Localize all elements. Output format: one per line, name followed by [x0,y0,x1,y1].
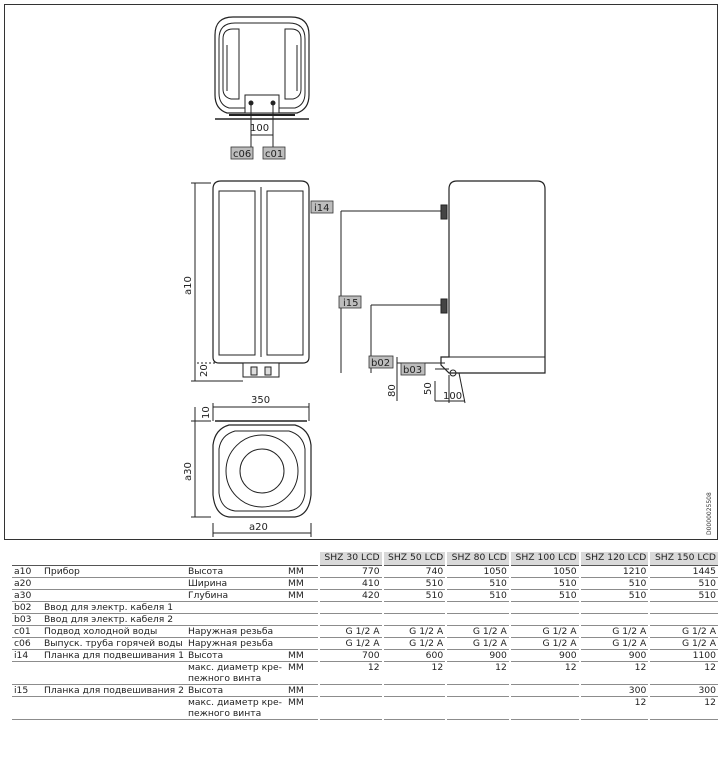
row-param-line1: макс. диаметр кре- [187,697,282,708]
row-value: 510 [649,590,718,602]
row-code [12,697,42,720]
row-unit [286,638,319,650]
row-value: G 1/2 A [383,626,447,638]
drawing-frame [4,4,718,540]
row-unit: MM [286,697,319,720]
row-unit: MM [286,566,319,578]
row-value: G 1/2 A [319,626,383,638]
model-header: SHZ 120 LCD [580,552,650,566]
table-row [12,650,718,662]
row-value: 1100 [649,650,718,662]
row-value: 900 [580,650,650,662]
row-value: 700 [319,650,383,662]
row-item: Планка для подвешивания 1 [44,650,184,661]
dim-100-side: 100 [443,391,463,402]
dim-a20: a20 [249,522,268,533]
model-header: SHZ 100 LCD [510,552,580,566]
dim-80: 80 [387,384,398,397]
row-item: Ввод для электр. кабеля 1 [42,602,186,614]
row-item [42,590,186,602]
row-value: G 1/2 A [319,638,383,650]
row-value: G 1/2 A [446,626,510,638]
table-row [12,602,718,614]
tag-c06 [231,147,253,160]
row-value [446,685,510,697]
row-unit: MM [286,578,319,590]
row-param-line2: пежного винта [187,673,262,684]
dim-50: 50 [423,382,434,395]
row-param [186,602,286,614]
table-row [12,662,718,685]
row-value [446,697,510,720]
row-value: 900 [446,650,510,662]
row-value [510,614,580,626]
row-unit [286,614,319,626]
row-value [319,697,383,720]
row-value: G 1/2 A [580,626,650,638]
row-value: 12 [319,662,383,685]
spec-table [12,552,718,720]
row-value: 600 [383,650,447,662]
row-value: 740 [383,566,447,578]
row-value: 12 [649,697,718,720]
dim-350: 350 [251,395,271,406]
row-unit [286,626,319,638]
dim-a10: a10 [183,276,194,295]
row-param: Глубина [186,590,286,602]
front-view [191,181,309,381]
row-value: 510 [580,590,650,602]
row-value [510,697,580,720]
tag-b02 [369,356,393,369]
row-value: G 1/2 A [446,638,510,650]
row-item: Планка для подвешивания 2 [44,685,184,696]
row-value: 300 [580,685,650,697]
row-value [649,614,718,626]
row-code: b03 [12,614,42,626]
row-value [446,602,510,614]
row-param [186,697,286,720]
row-item: Выпуск. труба горячей воды [42,638,186,650]
row-unit: MM [286,650,319,662]
model-header: SHZ 50 LCD [383,552,447,566]
row-value [510,602,580,614]
row-item [42,578,186,590]
side-view [341,181,545,403]
row-value [383,685,447,697]
dim-100-top: 100 [250,123,270,134]
row-param: Ширина [186,578,286,590]
row-value: 510 [383,590,447,602]
row-value: 420 [319,590,383,602]
dim-a30: a30 [183,462,194,481]
row-value: G 1/2 A [580,638,650,650]
row-value: 1050 [446,566,510,578]
row-value: G 1/2 A [510,638,580,650]
row-value: G 1/2 A [649,626,718,638]
table-row [12,626,718,638]
row-value [383,697,447,720]
row-value [319,614,383,626]
row-param [186,614,286,626]
svg-text:b02: b02 [371,358,391,369]
svg-text:c06: c06 [233,149,252,160]
row-code: c06 [12,638,42,650]
row-value: G 1/2 A [649,638,718,650]
row-code: c01 [12,626,42,638]
row-item [42,662,186,685]
model-header: SHZ 150 LCD [649,552,718,566]
tag-b03 [401,363,425,376]
row-unit: MM [286,685,319,697]
row-value: 510 [383,578,447,590]
row-item: Прибор [42,566,186,578]
table-row [12,566,718,578]
svg-text:i14: i14 [314,203,330,214]
row-value: 12 [580,662,650,685]
row-value: 300 [649,685,718,697]
row-value: 12 [510,662,580,685]
row-value: 770 [319,566,383,578]
row-unit: MM [286,662,319,685]
row-param: Наружная резьба [186,638,286,650]
row-item: Подвод холодной воды [42,626,186,638]
row-value [580,614,650,626]
table-row [12,614,718,626]
technical-drawing [5,5,717,539]
row-value: 510 [446,590,510,602]
row-value: 410 [319,578,383,590]
row-param: Высота [186,685,286,697]
row-value [510,685,580,697]
row-value [383,614,447,626]
row-param: Высота [186,650,286,662]
row-value: 12 [580,697,650,720]
row-code: a20 [12,578,42,590]
doc-code: D0000025508 [706,492,713,535]
row-value: 510 [510,578,580,590]
svg-text:i15: i15 [343,298,359,309]
dim-20: 20 [199,364,210,377]
table-row [12,578,718,590]
tag-i15 [339,296,361,309]
row-value: G 1/2 A [510,626,580,638]
row-code: b02 [12,602,42,614]
row-value: 510 [580,578,650,590]
row-param: Высота [186,566,286,578]
tag-i14 [311,201,333,214]
model-header: SHZ 30 LCD [319,552,383,566]
row-param-line1: макс. диаметр кре- [187,662,282,673]
row-value: G 1/2 A [383,638,447,650]
row-unit: MM [286,590,319,602]
row-code [12,662,42,685]
row-value: 12 [446,662,510,685]
row-param: Наружная резьба [186,626,286,638]
row-value: 900 [510,650,580,662]
row-unit [286,602,319,614]
row-param [186,662,286,685]
row-value: 1445 [649,566,718,578]
svg-text:c01: c01 [265,149,284,160]
row-value: 12 [383,662,447,685]
row-value: 1210 [580,566,650,578]
row-value [649,602,718,614]
row-value [446,614,510,626]
table-row [12,638,718,650]
row-value [319,685,383,697]
row-item [42,697,186,720]
row-value [580,602,650,614]
row-value: 1050 [510,566,580,578]
table-row [12,697,718,720]
row-value: 12 [649,662,718,685]
row-code: a10 [12,566,42,578]
row-code: a30 [12,590,42,602]
row-value [319,602,383,614]
bottom-view [191,403,311,537]
dim-10: 10 [201,406,212,419]
row-value: 510 [510,590,580,602]
row-value: 510 [446,578,510,590]
model-header: SHZ 80 LCD [446,552,510,566]
row-value [383,602,447,614]
row-item: Ввод для электр. кабеля 2 [42,614,186,626]
svg-text:b03: b03 [403,365,423,376]
row-code: i14 [12,650,42,662]
table-header-row [12,552,718,566]
table-row [12,685,718,697]
row-value: 510 [649,578,718,590]
row-param-line2: пежного винта [187,708,262,719]
tag-c01 [263,147,285,160]
table-row [12,590,718,602]
row-code: i15 [12,685,42,697]
